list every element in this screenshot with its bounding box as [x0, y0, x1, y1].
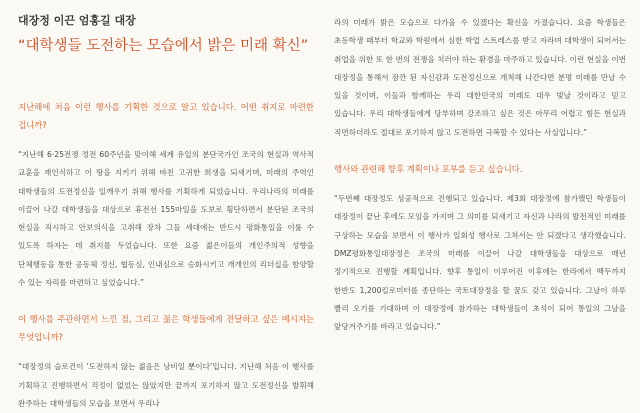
interview-answer-2-part-1: “대장정의 슬로건이 ‘도전하지 않는 젊음은 낭비일 뿐이다’입니다. 지난해 처음 이 행사를 기획하고 진행하면서 걱정이 없었는 않았지만 끝까지 포기하지 않고 도전정신을 발휘해 완주하는 대학생들의 모습을 보면서 우리나	[18, 362, 314, 408]
right-column	[334, 14, 626, 336]
interview-answer-2-part-2: 라의 미래가 밝은 모습으로 다가올 수 있겠다는 확신을 가졌습니다. 요즘 학생들은 초등학생 때부터 학교와 학원에서 심한 학업 스트레스를 받고 자라며 대학생이 되어서는 취업을 위한 또 한 번의 전쟁을 치러야 하는 환경을 마주하고 있습니다. 이런 현실을 이번 대장정을 통해서 잠깐 된 자신감과 도전정신으로 개척해 나간다면 분명 미래를 만날 수 있을 것이며, 이들과 함께하는 우리 대한민국의 미래도 대우 빛날 것이라고 믿고 있습니다. 우리 대학생들에게 당부하며 강조하고 싶은 것은 아무리 어렵고 힘든 현실과 직면하더라도 절대로 포기하지 않고 도전하면 극복할 수 있다는 사실입니다.”	[334, 18, 626, 137]
interview-answer-3: “두번째 대장정도 성공적으로 진행되고 있습니다. 제3회 대장정에 참가했던 학생들이 대장정이 끝난 후에도 모임을 가지며 그 의미를 되새기고 자신과 나라의 발전적인 미래를 구상하는 모습을 보면서 이 행사가 일회성 행사로 그쳐서는 안 되겠다고 생각했습니다. DMZ평화통일대장정은 조국의 미래를 이끌어 나갈 대학생들을 대상으로 매년 정기적으로 진행할 계획입니다. 향후 통일이 이루어진 이후에는 한라에서 백두까지 한반도 1,200킬로미터를 종단하는 국토대장정을 할 꿈도 갖고 있습니다. 그날이 하루 빨리 오기를 기대하며 이 대장정에 참가하는 대학생들이 초석이 되어 통일의 그날을 앞당겨주기를 바라고 있습니다.”	[334, 194, 626, 332]
interview-question-3: 행사와 관련해 향후 계획이나 포부를 듣고 싶습니다.	[334, 164, 523, 175]
interview-question-1: 지난해에 처음 이런 행사를 기획한 것으로 알고 있습니다. 어떤 취지로 마련한 겁니까?	[18, 102, 314, 130]
interview-answer-1: “지난해 6·25전쟁 정전 60주년을 맞이해 세계 유일의 분단국가인 조국의 현실과 역사적 교훈을 재인식하고 이 땅을 지키기 위해 바친 고귀한 희생을 되새기며, 미래의 주역인 대학생들의 도전정신을 일깨우기 위해 행사를 기획하게 되었습니다. 우리나라의 미래를 이끌어 나갈 대학생들을 대상으로 휴전선 155마일을 도보로 횡단하면서 분단된 조국의 현실을 직시하고 안보의식을 고취해 장차 그들 세대에는 반드시 평화통일을 이룰 수 있도록 하자는 데 취지를 두었습니다. 또한 요즘 젊은이들의 개인주의적 성향을 단체행동을 통한 공동체 정신, 협동심, 인내심으로 승화시키고 개개인의 리더십을 함양할 수 있는 자리를 마련하고 싶었습니다.”	[18, 150, 314, 288]
left-column	[18, 98, 314, 413]
interview-question-2: 이 행사를 주관하면서 느낀 점, 그리고 젊은 학생들에게 전달하고 싶은 메시지는 무엇입니까?	[18, 314, 314, 343]
article-headline: “대학생들 도전하는 모습에서 밝은 미래 확신”	[18, 38, 309, 54]
article-kicker: 대장정 이끈 엄홍길 대장	[18, 14, 136, 27]
